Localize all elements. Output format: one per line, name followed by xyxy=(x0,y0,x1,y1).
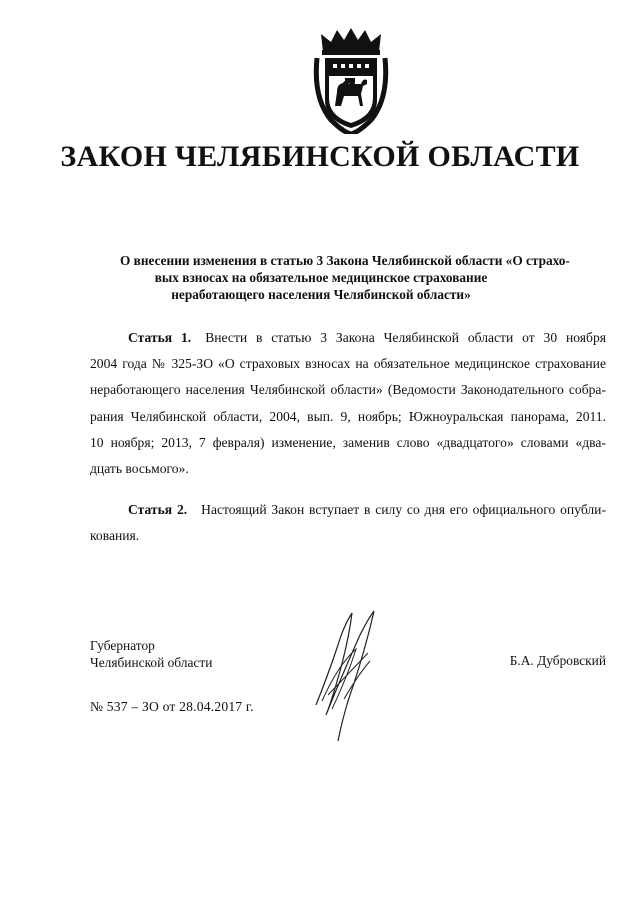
article-1-line: 10 ноября; 2013, 7 февраля) изменение, заменив слово «двадцатого» словами «два- xyxy=(90,434,606,450)
article-1-line: неработающего населения Челябинской области» (Ведомости Законодательного собра- xyxy=(90,382,606,398)
article-1 xyxy=(90,325,606,482)
article-1-text: Внести в статью 3 Закона Челябинской области от 30 ноября xyxy=(205,330,606,345)
coat-of-arms-icon xyxy=(311,28,391,134)
article-2-line: кования. xyxy=(90,528,140,544)
position-line: Челябинской области xyxy=(90,655,213,670)
article-1-line: 2004 года № 325-ЗО «О страховых взносах на обязательное медицинское страхование xyxy=(90,356,606,372)
signatory-name: Б.А. Дубровский xyxy=(509,653,606,668)
article-1-line: дцать восьмого». xyxy=(90,461,189,477)
article-1-line xyxy=(90,325,606,351)
article-2 xyxy=(90,497,606,549)
article-2-line xyxy=(90,497,606,523)
subtitle-line: вых взносах на обязательное медицинское страхование xyxy=(154,270,488,285)
document-title: ЗАКОН ЧЕЛЯБИНСКОЙ ОБЛАСТИ xyxy=(60,140,580,173)
article-1-heading: Статья 1. xyxy=(128,330,192,345)
signatory-position xyxy=(90,637,212,671)
subtitle-line: О внесении изменения в статью 3 Закона Челябинской области «О страхо- xyxy=(120,253,570,268)
law-subtitle xyxy=(120,252,570,303)
handwritten-signature xyxy=(308,605,386,745)
article-2-heading: Статья 2. xyxy=(128,502,188,517)
article-2-text: Настоящий Закон вступает в силу со дня его официального опубли- xyxy=(201,502,606,517)
article-1-line: рания Челябинской области, 2004, вып. 9, ноябрь; Южноуральская панорама, 2011. xyxy=(90,408,606,424)
position-line: Губернатор xyxy=(90,638,155,653)
subtitle-line: неработающего населения Челябинской области» xyxy=(171,287,471,302)
law-number: № 537 – ЗО от 28.04.2017 г. xyxy=(90,699,254,714)
